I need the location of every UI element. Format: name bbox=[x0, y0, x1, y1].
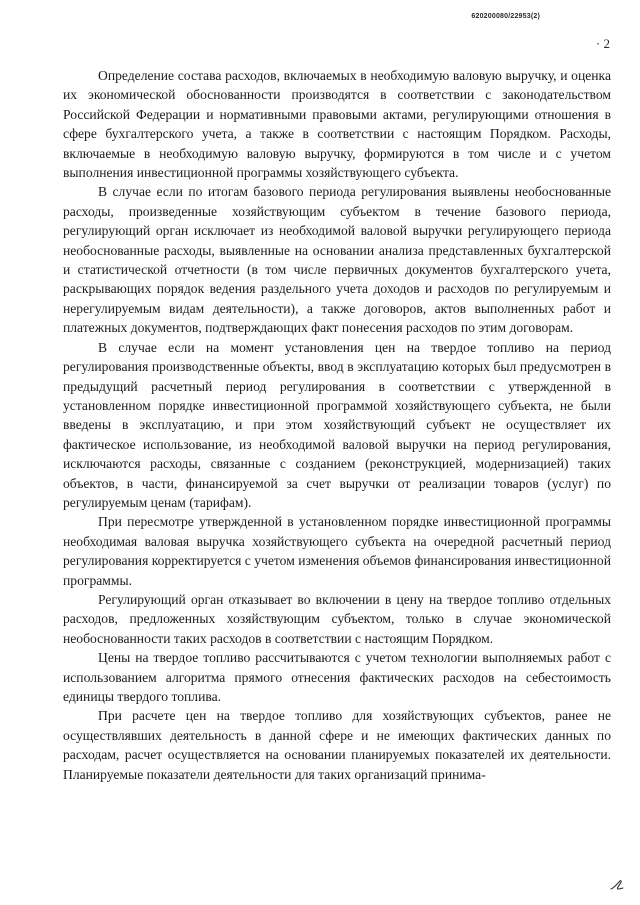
paragraph-4: При пересмотре утвержденной в установленном порядке инвестиционной программы необходимая валовая выручка хозяйствующего субъекта на очередной расчетный период регулирования корректируется с учетом изменения объемов финансирования инвестиционной программы. bbox=[63, 514, 611, 588]
paragraph-3: В случае если на момент установления цен на твердое топливо на период регулирования производственные объекты, ввод в эксплуатацию которых был предусмотрен в предыдущий расчетный период регулирования в соответствии с утвержденной в установленном порядке инвестиционной программой хозяйствующего субъекта, не были введены в эксплуатацию, и при этом хозяйствующий субъект не осуществляет их фактическое использование, из необходимой валовой выручки на период регулирования, исключаются расходы, связанные с созданием (реконструкцией, модернизацией) таких объектов, в части, финансируемой за счет выручки от реализации товаров (услуг) по регулируемым ценам (тарифам). bbox=[63, 339, 611, 510]
document-body bbox=[63, 66, 611, 784]
page-number: · 2 bbox=[595, 36, 610, 51]
paragraph-6: Цены на твердое топливо рассчитываются с учетом технологии выполняемых работ с использованием алгоритма прямого отнесения фактических расходов на себестоимость единицы твердого топлива. bbox=[63, 650, 611, 704]
paragraph-1: Определение состава расходов, включаемых в необходимую валовую выручку, и оценка их экономической обоснованности производятся в соответствии с законодательством Российской Федерации и нормативными правовыми актами, регулирующими отношения в сфере бухгалтерского учета, а также в соответствии с настоящим Порядком. Расходы, включаемые в необходимую валовую выручку, формируются в том числе и с учетом выполнения инвестиционной программы хозяйствующего субъекта. bbox=[63, 68, 611, 181]
paragraph-5: Регулирующий орган отказывает во включении в цену на твердое топливо отдельных расходов, предложенных хозяйствующим субъектом, только в случае экономической необоснованности таких расходов в соответствии с настоящим Порядком. bbox=[63, 591, 611, 646]
document-id: 620200080/22953(2) bbox=[471, 13, 540, 20]
paragraph-7: При расчете цен на твердое топливо для хозяйствующих субъектов, ранее не осуществлявших деятельность в данной сфере и не имеющих фактических данных по расходам, расчет осуществляется на основании планируемых показателей их деятельности. Планируемые показатели деятельности для таких организаций принима- bbox=[63, 708, 611, 782]
handwritten-mark-icon bbox=[610, 879, 624, 891]
paragraph-2: В случае если по итогам базового периода регулирования выявлены необоснованные расходы, произведенные хозяйствующим субъектом в течение базового периода, регулирующий орган исключает из необходимой валовой выручки регулирующего периода необоснованные расходы, выявленные на основании анализа представленных бухгалтерской и статистической отчетности (в том числе первичных документов бухгалтерского учета, раскрывающих порядок ведения раздельного учета доходов и расходов по регулируемым и нерегулируемым видам деятельности), а также договоров, актов выполненных работ и платежных документов, подтверждающих факт понесения расходов по этим договорам. bbox=[63, 184, 611, 336]
